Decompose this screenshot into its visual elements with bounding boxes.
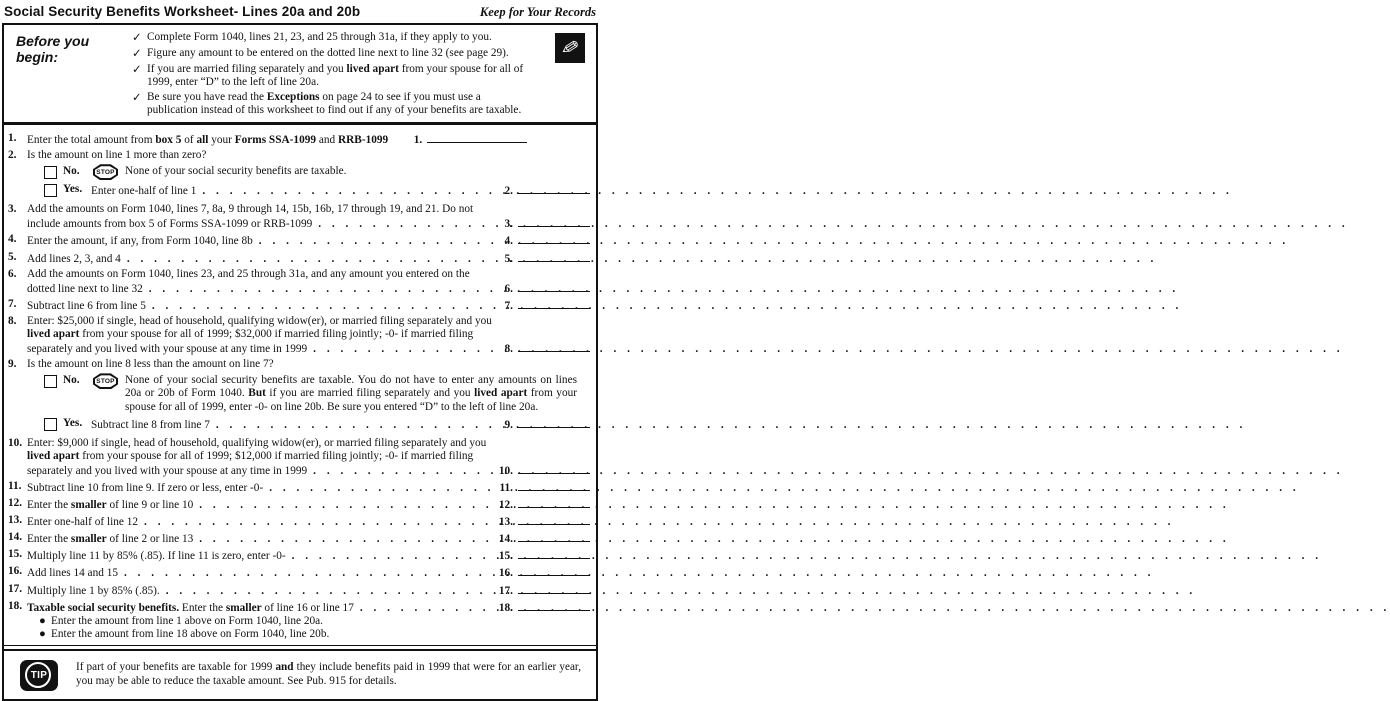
entry-number: 18. [498,601,513,614]
yes-label: Yes. [63,183,83,196]
line-text: Is the amount on line 8 less than the amount on line 7? [27,358,274,371]
worksheet-body [4,125,596,645]
dot-leader [199,533,489,546]
line-number: 13. [8,514,23,527]
entry [493,233,590,248]
instruction-bullet [39,628,590,641]
pencil-icon: ✎ [555,33,585,63]
worksheet-line-14 [8,531,590,546]
entry-number: 14. [498,533,513,546]
worksheet-line-16 [8,565,590,580]
amount-field-line17[interactable] [518,583,590,594]
form-header [2,0,598,23]
entry [493,341,590,356]
line-text: Add lines 2, 3, and 4 [27,252,121,265]
worksheet-line-3 [8,203,590,231]
entry [493,497,590,512]
line-text: separately and you lived with your spouse at any time in 1999 [27,343,308,356]
amount-field-line8[interactable] [518,341,590,352]
check-item-text: Be sure you have read the Exceptions on page 24 to see if you must use a publication instead of this worksheet to find out if any of your benefits are taxable. [147,91,522,116]
check-item [132,47,532,61]
entry-number: 4. [504,235,513,248]
worksheet-box [2,23,598,701]
bullet-icon: ● [39,614,46,627]
line-number: 11. [8,479,22,492]
stop-icon: STOP [93,373,118,389]
line-number: 18. [8,599,23,612]
dot-leader [360,602,489,615]
line-number: 17. [8,582,23,595]
amount-field-line11[interactable] [518,480,590,491]
amount-field-line6[interactable] [518,281,590,292]
check-item-text: Figure any amount to be entered on the dotted line next to line 32 (see page 29). [147,47,509,59]
checkbox-line2-yes[interactable] [44,184,57,197]
option-yes-row [44,417,590,432]
entry-number: 13. [498,516,513,529]
line-text: Enter the total amount from box 5 of all your Forms SSA-1099 and RRB-1099 [27,134,389,146]
line-text: Is the amount on line 1 more than zero? [27,149,207,162]
line-number: 16. [8,565,23,578]
no-label: No. [63,165,80,178]
line-text: lived apart from your spouse for all of 1999; $12,000 if married filing jointly; -0- if married filing [27,449,474,462]
line-text: lived apart from your spouse for all of 1999; $32,000 if married filing jointly; -0- if married filing [27,328,474,341]
checkbox-line9-yes[interactable] [44,418,57,431]
amount-field-line3[interactable] [518,216,590,227]
entry-number: 16. [498,567,513,580]
line-text: Enter: $25,000 if single, head of household, qualifying widow(er), or married filing separately and you [27,314,492,327]
bullet-text: Enter the amount from line 1 above on Form 1040, line 20a. [51,614,324,627]
before-you-begin-section [4,25,596,122]
checkmark-icon: ✓ [132,64,142,76]
dot-leader [259,235,489,248]
bullet-icon: ● [39,627,46,640]
line-text: Add the amounts on Form 1040, lines 7, 8a, 9 through 14, 15b, 16b, 17 through 19, and 21. Do not [27,203,474,216]
no-label: No. [63,374,80,387]
line-number: 2. [8,149,17,162]
entry [493,251,590,266]
check-item [132,31,532,45]
line-number: 14. [8,531,23,544]
dot-leader [202,185,489,198]
worksheet-line-5 [8,251,590,266]
option-no-row [44,165,590,180]
dot-leader [149,283,489,296]
stop-icon: STOP [93,164,118,180]
amount-field-line13[interactable] [518,514,590,525]
dot-leader [318,218,489,231]
entry [493,583,590,598]
line-text: include amounts from box 5 of Forms SSA-1099 or RRB-1099 [27,218,313,231]
amount-field-line5[interactable] [518,251,590,262]
worksheet-page [0,0,600,688]
amount-field-line4[interactable] [518,233,590,244]
entry-number: 5. [504,252,513,265]
entry [493,463,590,478]
line-text: dotted line next to line 32 [27,282,143,295]
entry [493,281,590,296]
tip-text: If part of your benefits are taxable for 1999 and they include benefits paid in 1999 that were for an earlier year, you may be able to reduce the taxable amount. See Pub. 915 for details. [76,660,581,688]
line-number: 8. [8,314,17,327]
dot-leader [269,482,489,495]
line-number: 6. [8,267,17,280]
amount-field-line16[interactable] [518,565,590,576]
line-number: 7. [8,297,17,310]
line-number: 5. [8,250,17,263]
amount-field-line1[interactable] [427,132,527,143]
worksheet-line-11 [8,480,590,495]
option-yes-row [44,183,590,198]
dot-leader [199,499,489,512]
entry-number: 7. [504,299,513,312]
worksheet-line-15 [8,548,590,563]
line-text: Enter: $9,000 if single, head of household, qualifying widow(er), or married filing separately and you [27,436,487,449]
yes-label: Yes. [63,416,83,429]
worksheet-line-9 [8,358,590,434]
checkmark-icon: ✓ [132,32,142,44]
dot-leader [313,343,489,356]
check-item-text: Complete Form 1040, lines 21, 23, and 25 through 31a, if they apply to you. [147,31,492,43]
entry [493,565,590,580]
dot-leader [144,516,489,529]
amount-field-line14[interactable] [518,531,590,542]
before-you-begin-label: Before you begin: [16,33,90,65]
worksheet-line-2 [8,149,590,201]
line-number: 4. [8,233,17,246]
worksheet-line-4 [8,233,590,248]
check-item-text: If you are married filing separately and you lived apart from your spouse for all of 1999, enter “D” to the left of line 20a. [147,63,524,88]
entry-number: 2. [504,185,513,198]
worksheet-line-1 [8,132,590,147]
line-text: separately and you lived with your spouse at any time in 1999 [27,464,308,477]
checkbox-line9-no[interactable] [44,375,57,388]
worksheet-line-10 [8,437,590,478]
line-text: Subtract line 6 from line 5 [27,299,146,312]
dot-leader [313,465,489,478]
entry-number: 9. [504,418,513,431]
dot-leader [216,419,489,432]
entry-number: 11. [499,481,513,494]
check-item [132,91,532,117]
entry [493,548,590,563]
dot-leader [292,550,489,563]
entry-number: 10. [498,464,513,477]
amount-field-line2[interactable] [518,183,590,194]
entry-number: 12. [498,499,513,512]
tip-note [4,651,596,699]
amount-field-line10[interactable] [518,463,590,474]
before-checklist [132,31,532,119]
page-title: Social Security Benefits Worksheet- Lines 20a and 20b [4,4,361,19]
option-text: None of your social security benefits are taxable. You do not have to enter any amounts on lines 20a or 20b of Form 1040. But if you are married filing separately and you lived apart from your spouse for all of 1999, enter -0- on line 20b. Be sure you entered “D” to the left of line 20a. [125,374,578,413]
option-text: Enter one-half of line 1 [91,185,197,198]
line-number: 3. [8,203,17,216]
line-text: Enter the smaller of line 2 or line 13 [27,533,194,546]
check-item [132,63,532,89]
line-text: Add lines 14 and 15 [27,567,118,580]
entry-number: 6. [504,282,513,295]
line-number: 9. [8,358,17,371]
line-number: 12. [8,497,23,510]
entry [493,216,590,231]
dot-leader [152,300,489,313]
checkmark-icon: ✓ [132,92,142,104]
bullet-text: Enter the amount from line 18 above on Form 1040, line 20b. [51,627,330,640]
line-text: Taxable social security benefits. Enter the smaller of line 16 or line 17 [27,601,354,614]
line-text: Multiply line 1 by 85% (.85). [27,584,160,597]
entry [493,417,590,432]
line-number: 10. [8,436,23,449]
worksheet-line-18 [8,600,590,641]
tip-icon: TIP [20,660,58,691]
entry [493,531,590,546]
amount-field-line12[interactable] [518,497,590,508]
entry-number: 17. [498,584,513,597]
line-text: Add the amounts on Form 1040, lines 23, and 25 through 31a, and any amount you entered on the [27,267,470,280]
line-number: 1. [8,132,17,144]
line-text: Subtract line 10 from line 9. If zero or less, enter -0- [27,481,264,494]
worksheet-line-8 [8,315,590,356]
line-number: 15. [8,548,23,561]
amount-field-line7[interactable] [518,298,590,309]
worksheet-line-13 [8,514,590,529]
entry [493,480,590,495]
worksheet-line-6 [8,268,590,296]
keep-for-records-label: Keep for Your Records [479,5,596,19]
amount-field-line9[interactable] [518,417,590,428]
entry-number: 3. [504,218,513,231]
entry [493,183,590,198]
dot-leader [127,253,489,266]
checkbox-line2-no[interactable] [44,166,57,179]
option-text: Subtract line 8 from line 7 [91,418,210,431]
checkmark-icon: ✓ [132,48,142,60]
worksheet-line-7 [8,298,590,313]
amount-field-line18[interactable] [518,600,590,611]
dot-leader [124,567,489,580]
line-text: Enter the amount, if any, from Form 1040, line 8b [27,235,253,248]
line-text: Enter the smaller of line 9 or line 10 [27,499,194,512]
entry [493,298,590,313]
worksheet-line-17 [8,583,590,598]
entry-number: 8. [504,343,513,356]
amount-field-line15[interactable] [518,548,590,559]
entry-number: 15. [498,550,513,563]
dot-leader [166,585,489,598]
entry [493,600,590,615]
option-text: None of your social security benefits are taxable. [125,165,347,178]
instruction-bullet [39,615,590,628]
entry [493,514,590,529]
line-text: Multiply line 11 by 85% (.85). If line 11 is zero, enter -0- [27,550,286,563]
entry-number: 1. [413,134,423,146]
entry [402,132,527,147]
option-no-row [44,374,590,413]
line-text: Enter one-half of line 12 [27,516,139,529]
worksheet-line-12 [8,497,590,512]
